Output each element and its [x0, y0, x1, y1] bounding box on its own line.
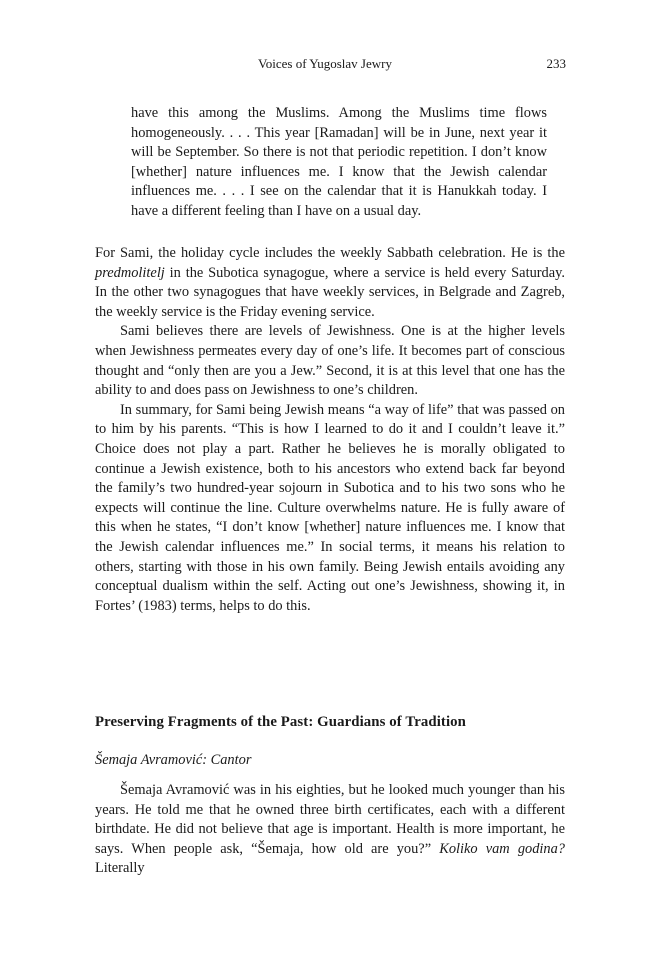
section-body-2 — [95, 781, 565, 879]
paragraph-text: Šemaja Avramović was in his eighties, but he looked much younger than his years. He told me that he owned three birth certificates, each with a different birthdate. He did not believe that age is important. Health is more important, he says. When people ask, “Šemaja, how old are you?” — [95, 782, 565, 857]
section-subheading: Šemaja Avramović: Cantor — [95, 752, 252, 768]
paragraph-text: For Sami, the holiday cycle includes the weekly Sabbath celebration. He is the — [95, 245, 565, 261]
block-quote — [131, 104, 547, 222]
italic-term: predmolitelj — [95, 264, 165, 281]
page-number: 233 — [546, 56, 566, 71]
section-body — [95, 244, 565, 616]
paragraph-cantor — [95, 781, 565, 879]
section-heading: Preserving Fragments of the Past: Guardians of Tradition — [95, 714, 466, 730]
running-head — [0, 56, 650, 76]
paragraph-text: in the Subotica synagogue, where a service is held every Saturday. In the other two synagogues that have weekly services, in Belgrade and Zagreb, the weekly service is the Friday evening service. — [95, 264, 565, 320]
paragraph-levels: Sami believes there are levels of Jewishness. One is at the higher levels when Jewishness permeates every day of one’s life. It becomes part of conscious thought and “only then are you a Jew.” Second, it is at this level that one has the ability to and does pass on Jewishness to one’s children. — [95, 323, 565, 399]
paragraph-summary: In summary, for Sami being Jewish means “a way of life” that was passed on to him by his parents. “This is how I learned to do it and I couldn’t leave it.” Choice does not play a part. Rather he believes he is morally obligated to continue a Jewish existence, both to his ancestors who extend back far beyond the family’s two hundred-year sojourn in Subotica and to his two sons who he expects will continue the line. Culture overwhelms nature. He is fully aware of this when he states, “I don’t know [whether] nature influences me. I know that the Jewish calendar influences me.” In social terms, it means his relation to others, starting with those in his own family. Being Jewish entails avoiding any conceptual dualism within the self. Acting out one’s Jewishness, showing it, in Fortes’ (1983) terms, helps to do this. — [95, 401, 565, 614]
running-title: Voices of Yugoslav Jewry — [258, 56, 392, 71]
quote-paragraph: have this among the Muslims. Among the Muslims time flows homogeneously. . . . This year [Ramadan] will be in June, next year it will be September. So there is not that periodic repetition. I don’t know [whether] nature influences me. I know that the Jewish calendar influences me. . . . I see on the calendar that it is Hanukkah today. I have a different feeling than I have on a usual day. — [131, 105, 547, 219]
paragraph-text: Literally — [95, 860, 145, 877]
paragraph-holiday-cycle — [95, 244, 565, 322]
italic-term: Koliko vam godina? — [439, 840, 565, 857]
